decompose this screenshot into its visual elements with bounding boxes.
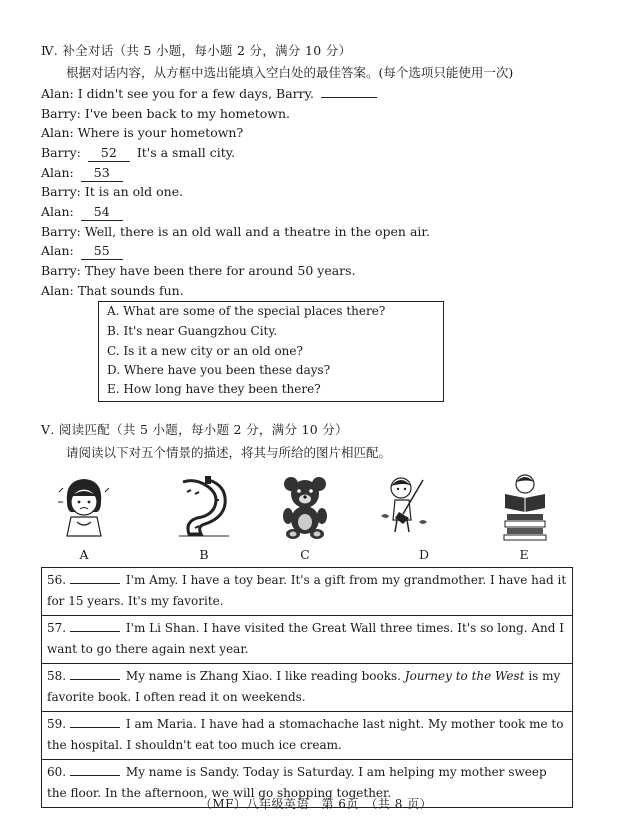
section5-instruction: 请阅读以下对五个情景的描述，将其与所给的图片相匹配。 (66, 445, 392, 460)
page-footer: （MF）八年级英语 第 6页 （共 8 页） (199, 797, 433, 811)
dialogue-line: Barry: 52 It's a small city. (41, 145, 236, 160)
dialogue-line: Alan: 54 (41, 204, 126, 221)
answer-blank-55[interactable]: 55 (81, 243, 123, 260)
dialogue-line: Alan: I didn't see you for a few days, Barry. (41, 86, 380, 102)
table-row (42, 664, 573, 712)
answer-blank[interactable] (70, 679, 120, 680)
picture-label-c: C (300, 547, 310, 562)
answer-blank-53[interactable]: 53 (81, 165, 123, 182)
table-row (42, 616, 573, 664)
table-row (42, 712, 573, 760)
dialogue-line: Barry: I've been back to my hometown. (41, 106, 290, 121)
picture-label-a: A (79, 547, 89, 562)
dialogue-line: Barry: It is an old one. (41, 184, 184, 199)
option-c: C. Is it a new city or an old one? (107, 344, 303, 358)
answer-blank-54[interactable]: 54 (81, 204, 123, 221)
dialogue-line: Barry: Well, there is an old wall and a theatre in the open air. (41, 224, 430, 239)
teddy-bear-icon (276, 472, 334, 542)
option-d: D. Where have you been these days? (107, 363, 331, 377)
options-box (98, 301, 444, 402)
matching-item-59: 59. I am Maria. I have had a stomachache last night. My mother took me to the hospital. I shouldn't eat too much ice cream. (42, 712, 573, 760)
option-e: E. How long have they been there? (107, 382, 321, 396)
answer-blank[interactable] (70, 631, 120, 632)
matching-item-56: 56. I'm Amy. I have a toy bear. It's a gift from my grandmother. I have had it for 15 years. It's my favorite. (42, 568, 573, 616)
sick-girl-icon (55, 472, 113, 542)
matching-item-57: 57. I'm Li Shan. I have visited the Great Wall three times. It's so long. And I want to go there again next year. (42, 616, 573, 664)
option-b: B. It's near Guangzhou City. (107, 324, 278, 338)
section5-title: Ⅴ. 阅读匹配（共 5 小题，每小题 2 分，满分 10 分） (41, 422, 348, 437)
answer-blank[interactable] (70, 727, 120, 728)
matching-item-60: 60. My name is Sandy. Today is Saturday. I am helping my mother sweep the floor. In the afternoon, we will go shopping together. (42, 760, 573, 808)
dialogue-line: Alan: That sounds fun. (41, 283, 184, 298)
dialogue-line: Alan: 53 (41, 165, 126, 182)
girl-reading-books-icon (495, 472, 553, 542)
answer-blank[interactable] (70, 583, 120, 584)
answer-blank[interactable] (70, 775, 120, 776)
table-row (42, 568, 573, 616)
dialogue-line: Alan: 55 (41, 243, 126, 260)
picture-label-e: E (519, 547, 529, 562)
section4-title: Ⅳ. 补全对话（共 5 小题，每小题 2 分，满分 10 分） (41, 43, 352, 58)
picture-label-d: D (418, 547, 430, 562)
matching-table (41, 567, 573, 808)
great-wall-icon (175, 472, 233, 542)
picture-label-b: B (199, 547, 209, 562)
section4-instruction: 根据对话内容，从方框中选出能填入空白处的最佳答案。(每个选项只能使用一次) (66, 65, 514, 80)
answer-blank-52[interactable]: 52 (88, 145, 130, 162)
matching-item-58: 58. My name is Zhang Xiao. I like reading books. Journey to the West is my favorite book. I often read it on weekends. (42, 664, 573, 712)
girl-sweeping-icon (375, 472, 433, 542)
dialogue-line: Barry: They have been there for around 50 years. (41, 263, 356, 278)
answer-blank[interactable] (321, 97, 377, 98)
dialogue-line: Alan: Where is your hometown? (41, 125, 244, 140)
option-a: A. What are some of the special places there? (107, 304, 386, 318)
